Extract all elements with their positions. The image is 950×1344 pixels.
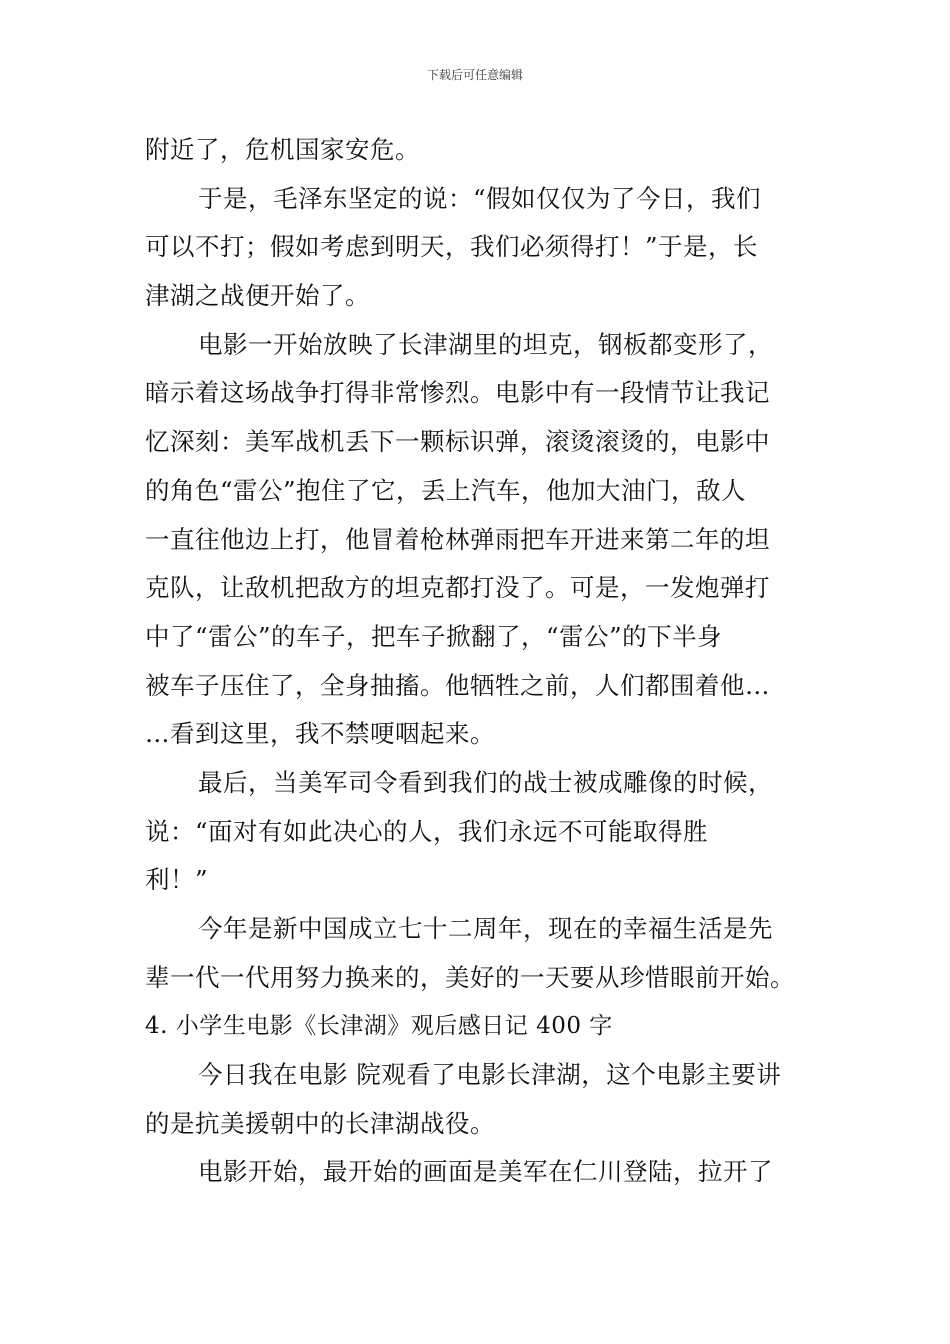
text-line: 津湖之战便开始了。 bbox=[145, 281, 370, 311]
text-line: 克队，让敌机把敌方的坦克都打没了。可是，一发炮弹打 bbox=[145, 573, 770, 603]
text-line: 可以不打；假如考虑到明天，我们必须得打！”于是，长 bbox=[145, 232, 759, 262]
text-line: 的是抗美援朝中的长津湖战役。 bbox=[145, 1108, 495, 1138]
text-line: 今年是新中国成立七十二周年，现在的幸福生活是先 bbox=[198, 914, 773, 943]
document-body bbox=[145, 130, 810, 1201]
text-line: 最后，当美军司令看到我们的战士被成雕像的时候， bbox=[198, 767, 773, 797]
text-line: 忆深刻：美军战机丢下一颗标识弹，滚烫滚烫的，电影中 bbox=[145, 427, 770, 457]
text-line: 利！” bbox=[145, 865, 209, 895]
text-line: 电影开始，最开始的画面是美军在仁川登陆，拉开了 bbox=[198, 1157, 773, 1187]
text-line: 今日我在电影 院观看了电影长津湖，这个电影主要讲 bbox=[198, 1060, 782, 1090]
text-line: 中了“雷公”的车子，把车子掀翻了，“雷公”的下半身 bbox=[145, 621, 723, 651]
text-line: 暗示着这场战争打得非常惨烈。电影中有一段情节让我记 bbox=[145, 378, 770, 408]
page-header: 下载后可任意编辑 bbox=[426, 68, 523, 82]
text-line: 辈一代一代用努力换来的，美好的一天要从珍惜眼前开始。 bbox=[145, 962, 795, 992]
text-line: 被车子压住了，全身抽搐。他牺牲之前，人们都围着他… bbox=[145, 670, 770, 700]
text-line: 附近了，危机国家安危。 bbox=[145, 135, 420, 164]
text-line: 电影一开始放映了长津湖里的坦克，钢板都变形了， bbox=[198, 329, 773, 359]
text-line: …看到这里，我不禁哽咽起来。 bbox=[145, 719, 495, 749]
text-line: 说：“面对有如此决心的人，我们永远不可能取得胜 bbox=[145, 816, 709, 846]
text-line: 的角色“雷公”抱住了它，丢上汽车，他加大油门，敌人 bbox=[145, 475, 747, 505]
text-line: 于是，毛泽东坚定的说：“假如仅仅为了今日，我们 bbox=[198, 183, 762, 213]
section-heading: 4. 小学生电影《长津湖》观后感日记 400 字 bbox=[145, 1013, 613, 1040]
text-line: 一直往他边上打，他冒着枪林弹雨把车开进来第二年的坦 bbox=[145, 524, 770, 554]
